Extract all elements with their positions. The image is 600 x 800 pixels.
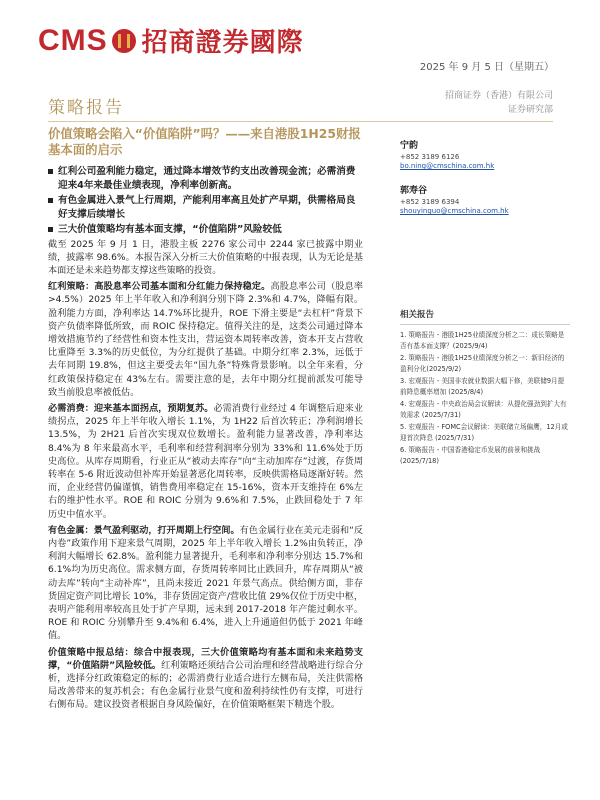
firm-dept: 证券研究部 [507, 105, 553, 115]
key-point: 有色金属进入景气上行周期，产能利用率高且处扩产早期，供需格局良好支撑后续增长 [48, 194, 363, 221]
related-reports-title: 相关报告 [400, 308, 570, 325]
analyst-email[interactable]: shouyinguo@cmschina.com.hk [400, 207, 509, 215]
page-header [0, 0, 600, 73]
paragraph-lead: 红利策略：高股息率公司基本面和分红能力保持稳定。 [48, 282, 271, 293]
category-bar [48, 83, 553, 122]
report-title: 价值策略会陷入“价值陷阱”吗？——来自港股1H25财报基本面的启示 [48, 126, 361, 157]
main-column [48, 126, 363, 716]
paragraph-lead: 有色金属：景气盈利驱动，打开周期上行空间。 [48, 525, 240, 536]
analyst-name: 宁韵 [400, 141, 419, 151]
company-logo [38, 22, 304, 59]
key-points [48, 165, 363, 237]
report-category: 策略报告 [48, 98, 124, 118]
related-report-item[interactable]: 3. 宏观报告 - 美国非农就业数据大幅下修，美联储9月提前降息概率增加 (2025/8/4) [400, 377, 565, 396]
analyst-name: 郭寿谷 [400, 186, 428, 196]
body-paragraph: 价值策略中报总结：综合中报表现，三大价值策略均有基本面和未来趋势支撑，“价值陷阱”风险较低。红利策略还须结合公司治理和经营战略进行综合分析，选择分红政策稳定的标的；必需消费行业适合进行左侧布局，关注供需格局改善带来的复苏机会；有色金属行业景气度和盈利持续性仍有支撑，可进行右侧布局。建议投资者根据自身风险偏好，在价值策略框架下精选个股。 [48, 647, 364, 711]
analyst-column [400, 140, 570, 230]
body-paragraph: 红利策略：高股息率公司基本面和分红能力保持稳定。高股息率公司（股息率>4.5%）2025 年上半年收入和净利润分别下降 2.3%和 4.7%，降幅有限。盈利能力方面，净利率达 14.7%环比提升，ROE 下滑主要是“去杠杆”背景下资产负债率降低所致，而 ROIC 保持稳定。值得关注的是，这类公司通过降本增效措施节约了经营性和资本性支出，营运资本周转率改善，资本开支占营收比重降至 3.3%的历史低位，为分红提供了基础。中期分红率 2.3%，远低于去年同期 19.8%，但这主要受去年“国九条”特殊背景影响。以全年来看，分红政策保持稳定在 43%左右。需要注意的是，去年中期分红提前派发可能导致当前股息率被低估。 [48, 282, 364, 398]
related-report-item[interactable]: 5. 宏观报告 - FOMC会议解读：美联储立场偏鹰，12月或迎首次降息 (2025/7/31) [400, 423, 568, 442]
logo-text-cn: 招商證券國際 [141, 28, 304, 58]
analyst-card [400, 140, 570, 171]
related-report-item[interactable]: 4. 宏观报告 - 中央政治局会议解读：从提化强劲到扩大有效需求 (2025/7/31) [400, 400, 567, 419]
body-paragraph: 必需消费：迎来基本面拐点，预期复苏。必需消费行业经过 4 年调整后迎来业绩拐点，2025 年上半年收入增长 1.1%，为 1H22 后首次转正；净利润增长 13.5%，为 2H21 后首次实现双位数增长。盈利能力显著改善，净利率达 8.4%为 8 年来最高水平，毛利率和经营利润率分别为 33%和 11.6%处于历史高位。从库存周期看，行业正从“被动去库存”向“主动加库存”过渡，存货周转率在 5-6 附近波动但补库开始显著恶化周转率，反映供需格局逐渐好转。然而，企业经营仍偏谨慎，销售费用率稳定在 15-16%，资本开支维持在 6%左右的维护性水平。ROE 和 ROIC 分别为 9.6%和 7.5%，止跌回稳处于 7 年历史中值水平。 [48, 403, 364, 520]
key-point: 三大价值策略均有基本面支撑，“价值陷阱”风险较低 [48, 223, 363, 237]
related-reports [400, 308, 570, 468]
report-date: 2025 年 9 月 5 日（星期五） [419, 62, 554, 73]
paragraph-lead: 价值策略中报总结：综合中报表现，三大价值策略均有基本面和未来趋势支撑，“价值陷阱”风险较低。 [48, 647, 363, 671]
analyst-phone: +852 3189 6394 [400, 198, 460, 206]
body-paragraph: 有色金属：景气盈利驱动，打开周期上行空间。有色金属行业在美元走弱和“反内卷”政策作用下迎来景气周期，2025 年上半年收入增长 1.2%由负转正，净利润大幅增长 62.8%。盈利能力显著提升，毛利率和净利率分别达 15.7%和 6.1%均为历史高位。需求侧方面，存货周转率同比止跌回升，库存周期从“被动去库”转向“主动补库”，且尚未接近 2021 年景气高点。供给侧方面，非存货固定资产同比增长 10%，非存货固定资产/营收比值 29%仅位于历史中枢，表明产能利用率较高且处于扩产早期，远未到 2017-2018 年产能过剩水平。ROE 和 ROIC 分别攀升至 9.4%和 6.4%，进入上升通道但仍低于 2021 年峰值。 [48, 525, 363, 642]
paragraph-lead: 必需消费：迎来基本面拐点，预期复苏。 [48, 403, 214, 414]
body-paragraph: 截至 2025 年 9 月 1 日，港股主板 2276 家公司中 2244 家已披露中期业绩，披露率 98.6%。本报告深入分析三大价值策略的中报表现，认为无论是基本面还是未来趋势都支撑这些策略的投资。 [48, 239, 363, 276]
firm-name: 招商证券（香港）有限公司 [444, 91, 553, 101]
logo-mark-icon [112, 29, 136, 53]
analyst-phone: +852 3189 6126 [400, 153, 460, 161]
related-report-item[interactable]: 6. 策略报告 - 中国香港稳定币发展的前景和挑战(2025/7/18) [400, 446, 541, 465]
logo-text-en: CMS [38, 23, 108, 57]
firm-info [445, 89, 553, 117]
related-report-item[interactable]: 1. 策略报告 - 港股1H25业绩深度分析之二：成长策略是否有基本面支撑？(2025/9/4) [400, 331, 565, 350]
key-point: 红利公司盈利能力稳定，通过降本增效节约支出改善现金流；必需消费迎来4年来最佳业绩表现，净利率创新高。 [48, 165, 363, 192]
analyst-email[interactable]: bo.ning@cmschina.com.hk [400, 162, 495, 170]
related-report-item[interactable]: 2. 策略报告 - 港股1H25业绩深度分析之一：新旧经济的盈利分化(2025/9/2) [400, 354, 565, 373]
analyst-card [400, 185, 570, 216]
